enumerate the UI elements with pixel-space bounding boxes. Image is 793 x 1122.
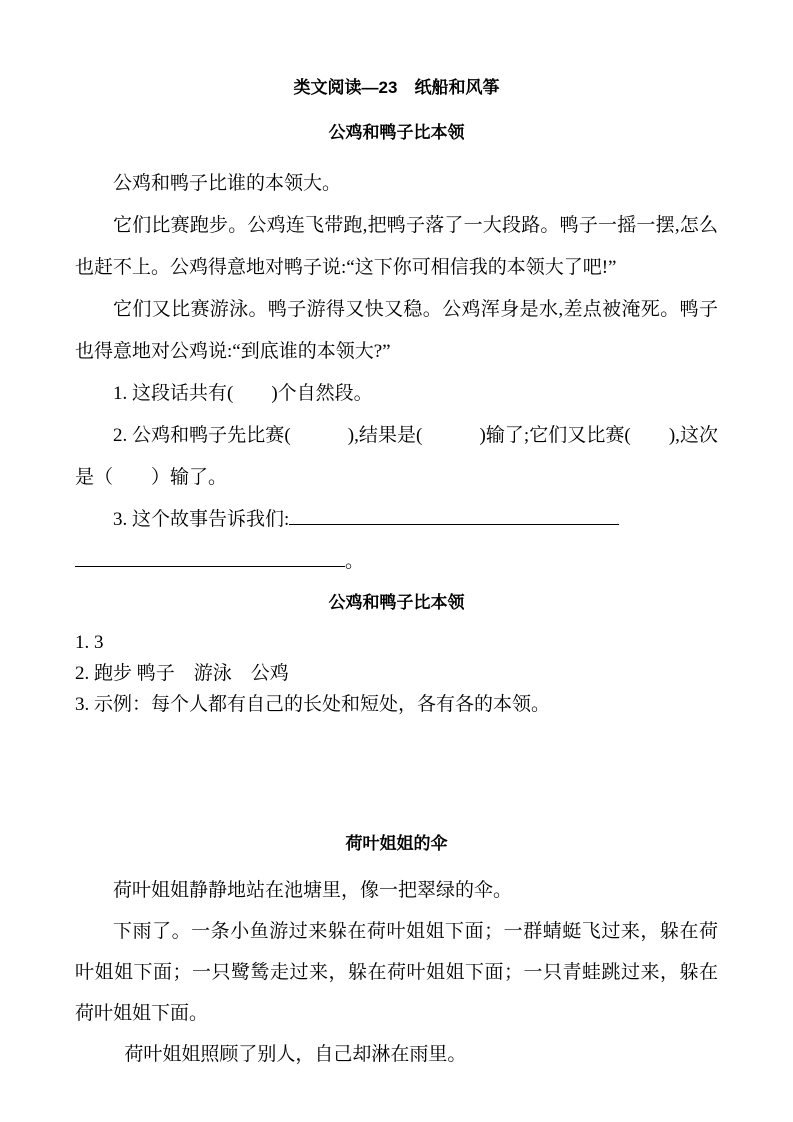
section2-heading: 荷叶姐姐的伞 bbox=[345, 834, 448, 853]
question-3-period: 。 bbox=[345, 551, 365, 572]
answer-item: 3. 示例：每个人都有自己的长处和短处，各有各的本领。 bbox=[75, 694, 551, 715]
answer-item: 2. 跑步 鸭子 游泳 公鸡 bbox=[75, 663, 289, 684]
question-3-continuation bbox=[75, 541, 718, 583]
question-2: 2. 公鸡和鸭子先比赛( ),结果是( )输了;它们又比赛( ),这次是（ ）输了。 bbox=[75, 425, 718, 488]
page-title: 类文阅读—23 纸船和风筝 bbox=[293, 78, 500, 97]
passage-paragraph: 荷叶姐姐照顾了别人，自己却淋在雨里。 bbox=[124, 1044, 467, 1065]
answer-key-list bbox=[75, 627, 718, 720]
passage-paragraph: 公鸡和鸭子比谁的本领大。 bbox=[113, 173, 342, 194]
question-3-label: 3. 这个故事告诉我们: bbox=[113, 509, 290, 530]
answer-blank-line bbox=[289, 504, 619, 525]
passage-paragraph: 荷叶姐姐静静地站在池塘里，像一把翠绿的伞。 bbox=[113, 880, 513, 901]
passage-paragraph: 它们比赛跑步。公鸡连飞带跑,把鸭子落了一大段路。鸭子一摇一摆,怎么也赶不上。公鸡得意地对鸭子说:“这下你可相信我的本领大了吧!” bbox=[75, 215, 718, 278]
question-3 bbox=[75, 499, 718, 541]
section1-heading: 公鸡和鸭子比本领 bbox=[328, 123, 465, 142]
section1-passage bbox=[75, 163, 718, 373]
answer-item: 1. 3 bbox=[75, 632, 104, 653]
answer-blank-line bbox=[75, 546, 345, 567]
passage-paragraph: 下雨了。一条小鱼游过来躲在荷叶姐姐下面；一群蜻蜓飞过来，躲在荷叶姐姐下面；一只鹭鸶走过来，躲在荷叶姐姐下面；一只青蛙跳过来，躲在荷叶姐姐下面。 bbox=[75, 921, 718, 1024]
passage-paragraph: 它们又比赛游泳。鸭子游得又快又稳。公鸡浑身是水,差点被淹死。鸭子也得意地对公鸡说:“到底谁的本领大?” bbox=[75, 299, 718, 362]
question-1: 1. 这段话共有( )个自然段。 bbox=[113, 383, 373, 404]
section1-questions bbox=[75, 373, 718, 583]
section2-passage bbox=[75, 870, 718, 1075]
answer-key-heading: 公鸡和鸭子比本领 bbox=[328, 593, 465, 612]
